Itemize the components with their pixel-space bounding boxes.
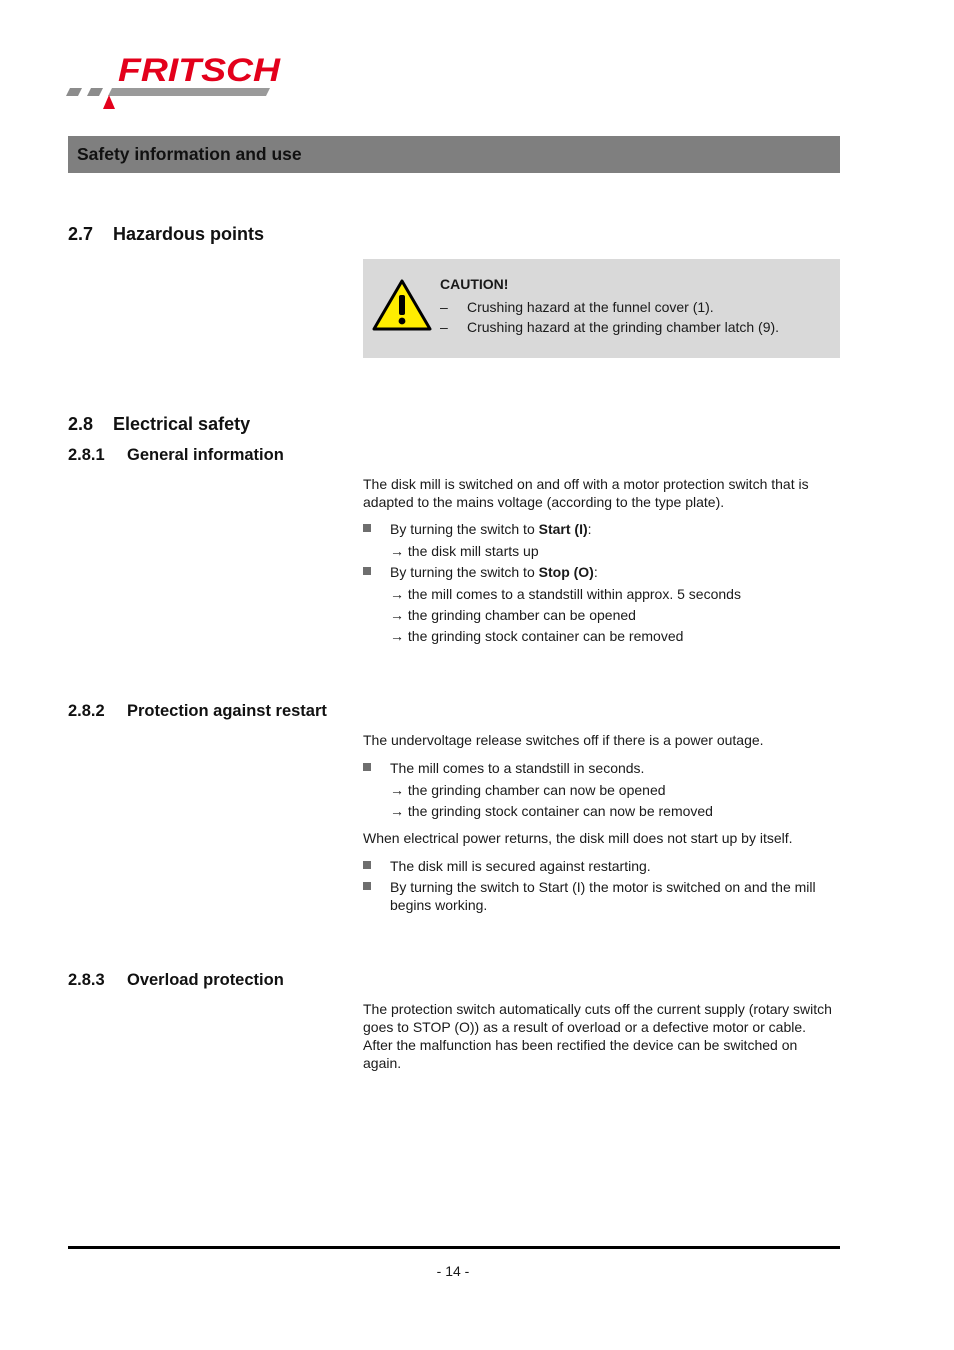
bullet-square-icon [363, 861, 371, 869]
paragraph: The disk mill is switched on and off with a motor protection switch that is adapted to the mains voltage (according to the type plate). [363, 476, 809, 510]
paragraph: When electrical power returns, the disk mill does not start up by itself. [363, 830, 793, 846]
result-line [390, 627, 683, 645]
bullet-text: By turning the switch to [390, 521, 539, 537]
result-line [390, 585, 741, 603]
result-text: the grinding stock container can be removed [407, 628, 684, 644]
heading-text: Protection against restart [127, 702, 327, 720]
bullet-item [363, 520, 841, 538]
bullet-bold-text: Stop (O) [538, 564, 594, 580]
caution-item-text: Crushing hazard at the grinding chamber latch (9). [467, 319, 780, 335]
result-line [390, 802, 713, 820]
heading-number: 2.8.1 [68, 446, 105, 464]
heading-text: Hazardous points [113, 224, 265, 244]
bullet-text: : [593, 564, 598, 580]
arrow-icon: → [390, 803, 404, 819]
result-text: the grinding chamber can now be opened [407, 782, 666, 798]
paragraph: The undervoltage release switches off if there is a power outage. [363, 732, 764, 748]
result-text: the disk mill starts up [407, 543, 539, 559]
dash-marker: – [440, 299, 448, 315]
result-text: the mill comes to a standstill within approx. 5 seconds [407, 586, 741, 602]
result-text: the grinding stock container can now be removed [407, 803, 713, 819]
bullet-text: : [587, 521, 592, 537]
result-line [390, 606, 636, 624]
section-title: Safety information and use [77, 144, 302, 164]
bullet-text: By turning the switch to Start (I) the motor is switched on and the mill begins working. [390, 879, 816, 913]
bullet-text: By turning the switch to [390, 564, 539, 580]
heading-overload-protection [68, 971, 284, 990]
arrow-icon: → [390, 543, 404, 559]
caution-item [440, 299, 714, 315]
heading-number: 2.8 [68, 414, 94, 434]
result-text: the grinding chamber can be opened [407, 607, 636, 623]
footer-rule [68, 1246, 840, 1249]
heading-protection-against-restart [68, 702, 327, 721]
result-line [390, 781, 666, 799]
arrow-icon: → [390, 628, 404, 644]
bullet-text: The disk mill is secured against restarting. [390, 858, 651, 874]
heading-electrical-safety [68, 414, 250, 435]
bullet-item [363, 759, 841, 777]
arrow-icon: → [390, 607, 404, 623]
heading-text: Electrical safety [113, 414, 251, 434]
bullet-square-icon [363, 567, 371, 575]
bullet-item [363, 857, 841, 875]
arrow-icon: → [390, 586, 404, 602]
caution-box [363, 259, 840, 358]
result-line [390, 542, 539, 560]
heading-hazardous-points [68, 224, 264, 245]
paragraph: The protection switch automatically cuts off the current supply (rotary switch goes to STOP (O)) as a result of overload or a defective motor or cable. After the malfunction has been rectified the device can be switched on again. [363, 1001, 832, 1071]
warning-triangle-icon [372, 279, 432, 331]
bullet-text: The mill comes to a standstill in seconds. [390, 760, 645, 776]
heading-text: Overload protection [127, 971, 284, 989]
bullet-square-icon [363, 524, 371, 532]
arrow-icon: → [390, 782, 404, 798]
bullet-square-icon [363, 763, 371, 771]
logo-wordmark: FRITSCH [118, 52, 282, 88]
page-number: - 14 - [436, 1263, 470, 1279]
bullet-bold-text: Start (I) [538, 521, 588, 537]
section-header-bar [68, 136, 840, 173]
bullet-square-icon [363, 882, 371, 890]
heading-general-information [68, 446, 284, 465]
heading-number: 2.8.2 [68, 702, 105, 720]
caution-item-text: Crushing hazard at the funnel cover (1). [467, 299, 714, 315]
dash-marker: – [440, 319, 448, 335]
caution-item [440, 319, 779, 335]
caution-title: CAUTION! [440, 276, 509, 292]
bullet-item [363, 563, 841, 581]
fritsch-logo [66, 50, 286, 114]
heading-number: 2.8.3 [68, 971, 105, 989]
heading-text: General information [127, 446, 284, 464]
bullet-item [363, 878, 826, 914]
heading-number: 2.7 [68, 224, 94, 244]
